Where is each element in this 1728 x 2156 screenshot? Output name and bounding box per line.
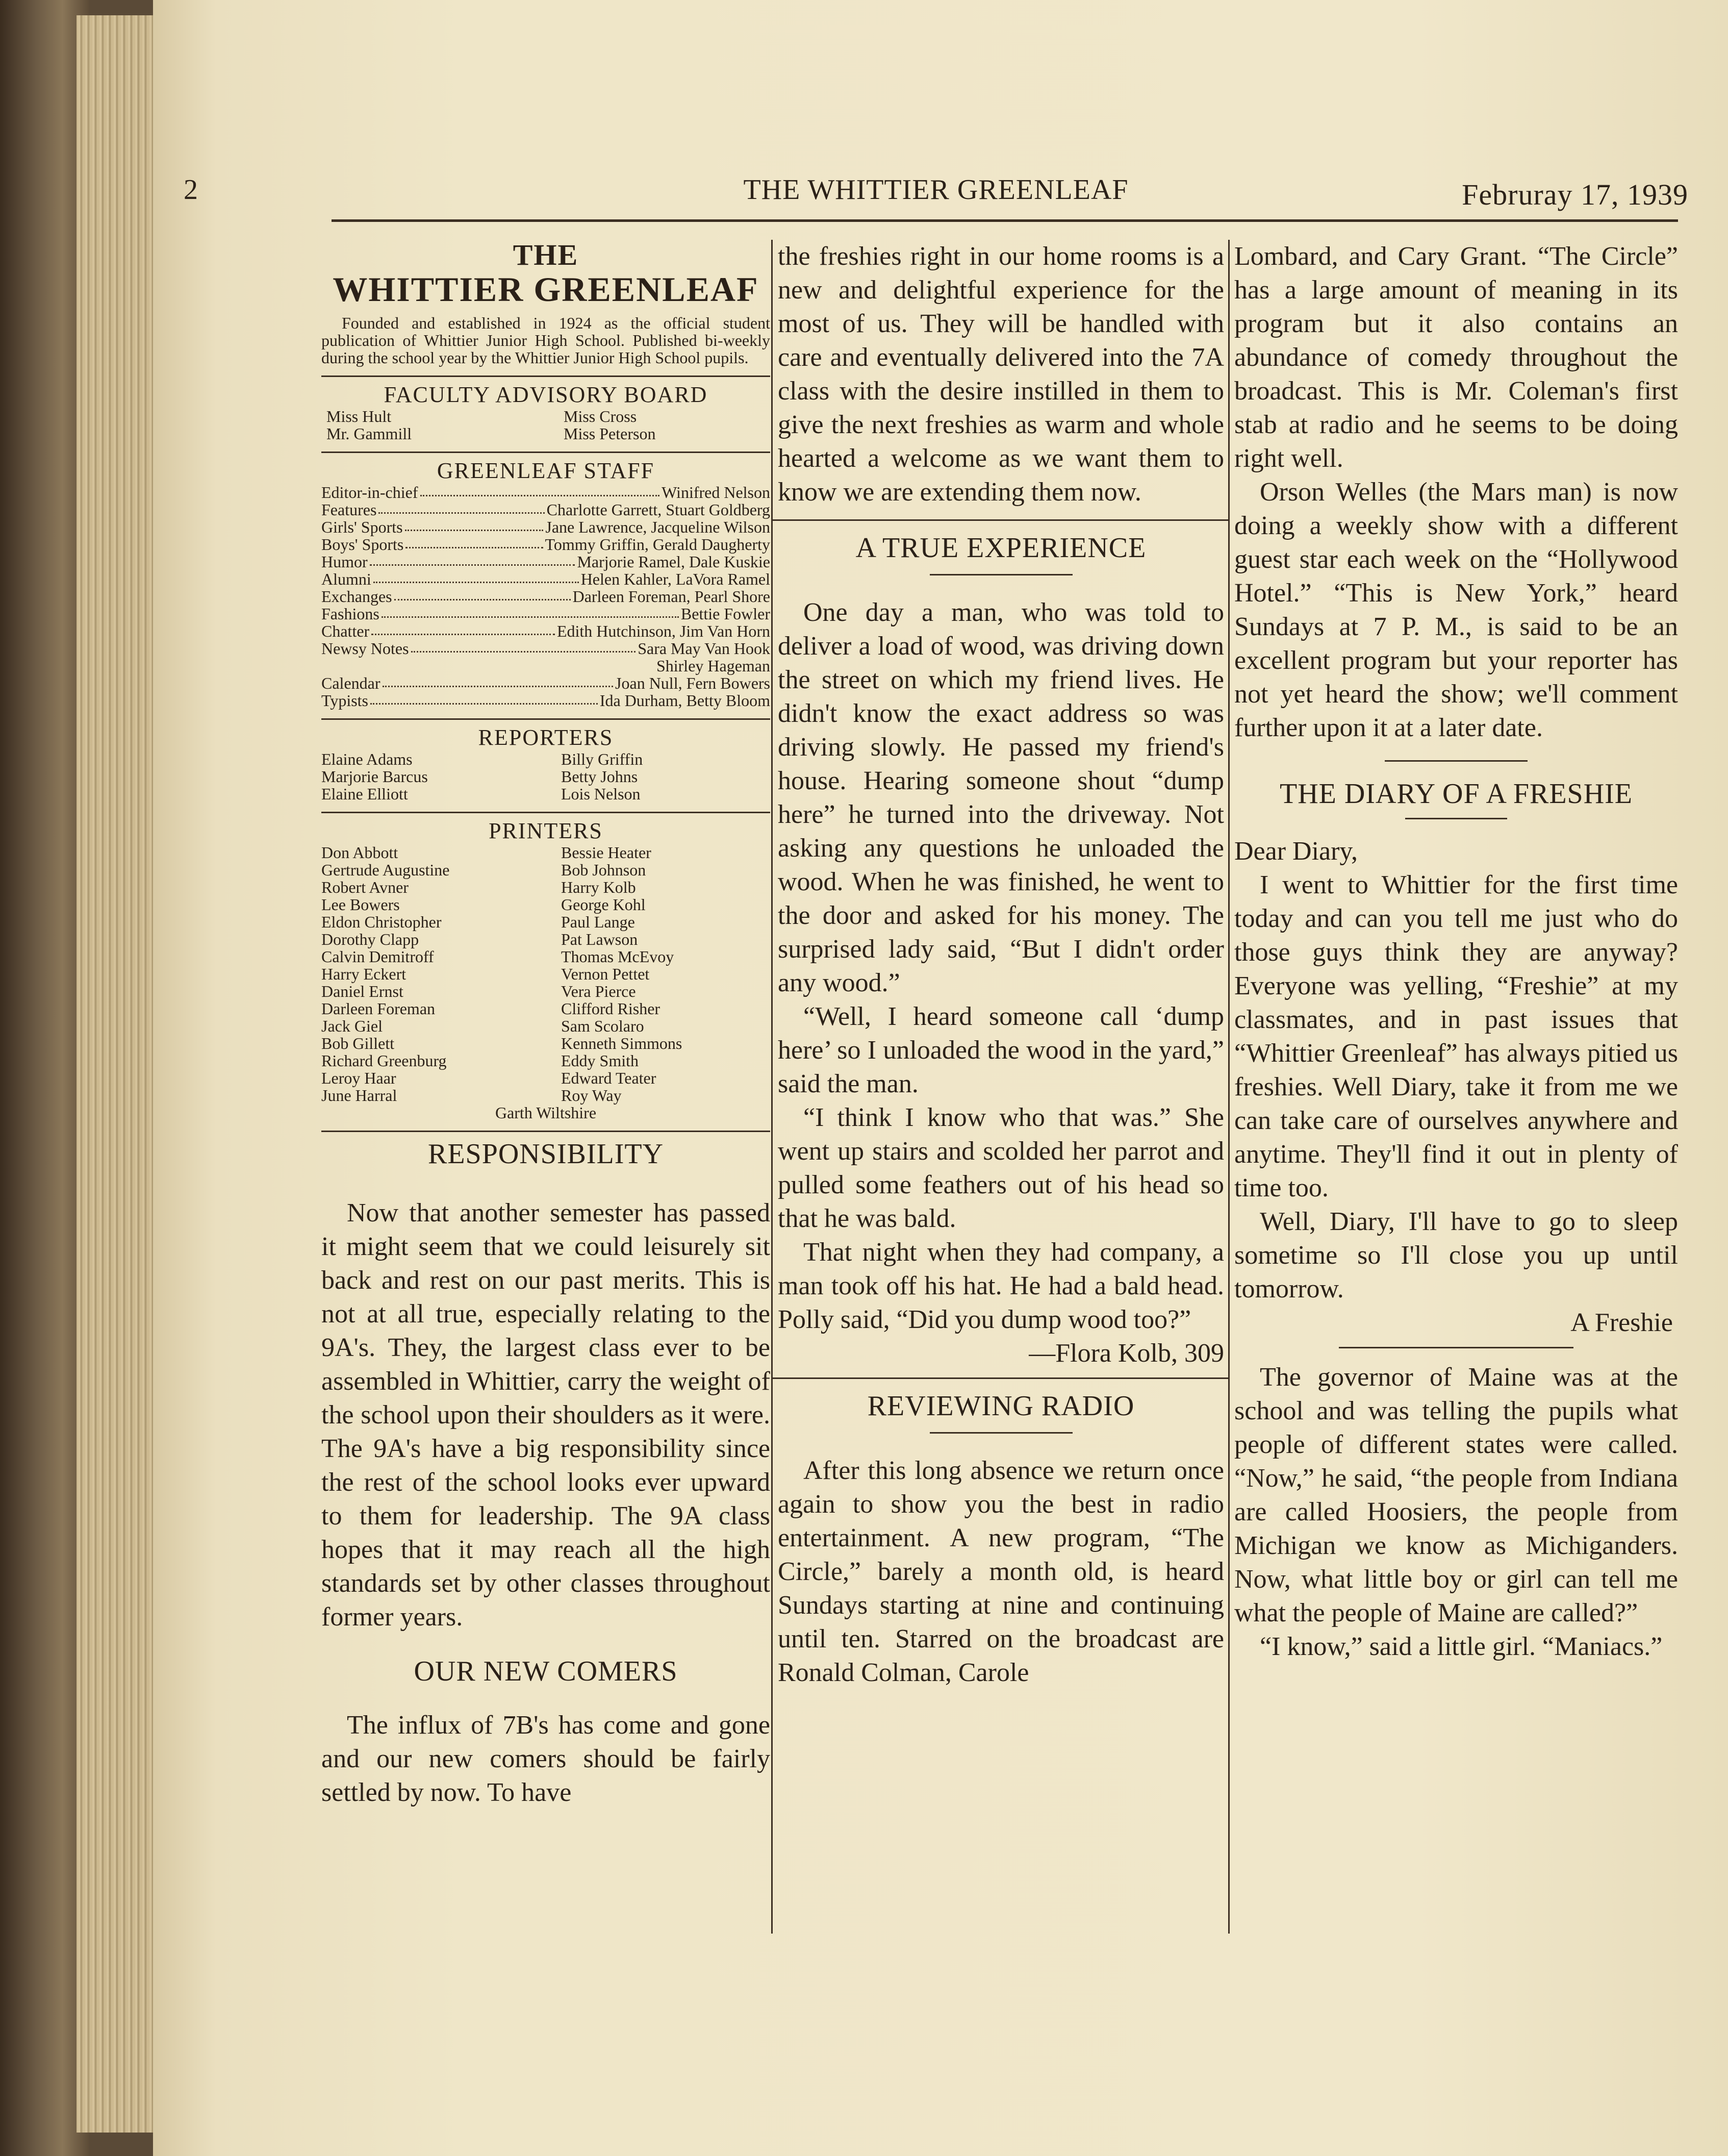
maine-p2: “I know,” said a little girl. “Maniacs.” <box>1260 1632 1663 1661</box>
printer-name: Darleen Foreman <box>321 999 436 1018</box>
printer-name: Richard Greenburg <box>321 1051 447 1070</box>
staff-row <box>321 605 770 622</box>
printer-name: Leroy Haar <box>321 1069 396 1087</box>
staff-role: Exchanges <box>321 587 392 606</box>
staff-names: Joan Null, Fern Bowers <box>615 674 770 692</box>
printer-name: Edward Teater <box>561 1069 656 1087</box>
staff-names: Charlotte Garrett, Stuart Goldberg <box>546 500 770 519</box>
reporters-list <box>321 750 770 803</box>
printers-right <box>551 844 770 1104</box>
printer-name: Robert Avner <box>321 878 409 896</box>
diary-p2: Well, Diary, I'll have to go to sleep sometime so I'll close you up until tomorrow. <box>1234 1207 1678 1303</box>
staff-role: Typists <box>321 691 368 710</box>
staff-names: Bettie Fowler <box>680 605 770 623</box>
divider <box>930 1432 1073 1434</box>
masthead-the: THE <box>513 238 579 271</box>
true-experience-headline: A TRUE EXPERIENCE <box>855 532 1147 564</box>
staff-row <box>321 674 770 692</box>
staff-row <box>321 640 770 657</box>
staff-heading: GREENLEAF STAFF <box>437 458 655 483</box>
maine-p1: The governor of Maine was at the school and was telling the pupils what people of different states were called. “Now,” he said, “the people from Indiana are called Hoosiers, the people from Michigan we know as Michiganders. Now, what little boy or girl can tell me what the people of Maine are called?” <box>1234 1363 1678 1627</box>
reporter-name: Elaine Elliott <box>321 785 408 803</box>
printer-name: Sam Scolaro <box>561 1017 644 1035</box>
printer-name: Dorothy Clapp <box>321 930 419 948</box>
founded-note: Founded and established in 1924 as the official student publication of Whittier Junior High School. Published bi-weekly during the school year by the Whittier Junior High School pupils. <box>321 314 770 367</box>
responsibility-headline: RESPONSIBILITY <box>427 1138 664 1170</box>
true-experience-p2: “Well, I heard someone call ‘dump here’ so I unloaded the wood in the yard,” said the man. <box>778 1002 1224 1098</box>
staff-role: Calendar <box>321 674 380 692</box>
divider <box>1385 760 1528 762</box>
printer-name: Bessie Heater <box>561 843 651 862</box>
divider <box>321 812 770 813</box>
radio-p1-part2: Lombard, and Cary Grant. “The Circle” has a large amount of meaning in its program but it also contains an abundance of comedy throughout the broadcast. This is Mr. Coleman's first stab at radio and he seems to be doing right well. <box>1234 242 1678 473</box>
true-experience-p1: One day a man, who was told to deliver a load of wood, was driving down the street on which my friend lives. He didn't know the exact address so was driving slowly. He passed my friend's house. Hearing someone shout “dump here” he turned into the driveway. Not asking any questions he unloaded the wood. When he was finished, he went to the door and asked for his money. The surprised lady said, “But I didn't order any wood.” <box>778 598 1224 997</box>
header-rule <box>332 219 1678 222</box>
diary-p1: I went to Whittier for the first time today and can you tell me just who do those guys think they are anyway? Everyone was yelling, “Freshie” at my classmates, and in past issues that “Whittier Greenleaf” has always pitied us freshies. Well Diary, take it from me we can take care of ourselves anywhere and anytime. They'll find it out in plenty of time too. <box>1234 870 1678 1202</box>
printer-name: Garth Wiltshire <box>495 1104 597 1122</box>
paper-name: THE WHITTIER GREENLEAF <box>743 174 1129 206</box>
staff-names: Jane Lawrence, Jacqueline Wilson <box>545 518 770 536</box>
printer-name: George Kohl <box>561 895 646 914</box>
faculty-list <box>321 408 770 442</box>
printer-name: Eldon Christopher <box>321 913 442 931</box>
faculty-heading: FACULTY ADVISORY BOARD <box>384 382 708 407</box>
masthead-title: WHITTIER GREENLEAF <box>333 270 759 309</box>
printers-heading: PRINTERS <box>489 818 603 843</box>
true-experience-p4: That night when they had company, a man took off his hat. He had a bald head. Polly said, “Did you dump wood too?” <box>778 1238 1224 1334</box>
staff-row <box>321 536 770 553</box>
radio-headline: REVIEWING RADIO <box>867 1390 1135 1422</box>
staff-role: Boys' Sports <box>321 535 404 554</box>
staff-row <box>321 484 770 501</box>
printer-name: Lee Bowers <box>321 895 400 914</box>
printer-name: Thomas McEvoy <box>561 947 674 966</box>
printer-name: Harry Eckert <box>321 965 406 983</box>
printer-name: Calvin Demitroff <box>321 947 434 966</box>
staff-names: Helen Kahler, LaVora Ramel <box>580 570 770 588</box>
diary-salutation: Dear Diary, <box>1234 837 1358 866</box>
faculty-member: Miss Hult <box>326 407 392 425</box>
staff-names: Edith Hutchinson, Jim Van Horn <box>556 622 770 640</box>
staff-role: Humor <box>321 553 368 571</box>
printer-name: Jack Giel <box>321 1017 383 1035</box>
reporter-name: Marjorie Barcus <box>321 767 428 786</box>
diary-signature: A Freshie <box>1570 1308 1673 1337</box>
staff-names: Tommy Griffin, Gerald Daugherty <box>545 535 770 554</box>
printer-name: June Harral <box>321 1086 397 1105</box>
printers-left <box>321 844 541 1104</box>
staff-names: Winifred Nelson <box>662 483 770 502</box>
printer-name: Daniel Ernst <box>321 982 403 1000</box>
reporter-name: Lois Nelson <box>561 785 641 803</box>
divider <box>321 1131 770 1132</box>
reporter-name: Elaine Adams <box>321 750 413 768</box>
staff-row <box>321 588 770 605</box>
staff-row <box>321 570 770 588</box>
staff-role: Alumni <box>321 570 371 588</box>
true-experience-byline: —Flora Kolb, 309 <box>1029 1339 1224 1368</box>
printer-name: Vera Pierce <box>561 982 636 1000</box>
divider <box>321 452 770 453</box>
true-experience-p3: “I think I know who that was.” She went up stairs and scolded her parrot and pulled some feathers out of his head so that he was bald. <box>778 1103 1224 1233</box>
staff-role: Girls' Sports <box>321 518 403 536</box>
printer-name: Clifford Risher <box>561 999 660 1018</box>
staff-role: Chatter <box>321 622 370 640</box>
printer-name: Eddy Smith <box>561 1051 639 1070</box>
printer-name: Don Abbott <box>321 843 398 862</box>
printer-name: Pat Lawson <box>561 930 638 948</box>
staff-role: Editor-in-chief <box>321 483 418 502</box>
divider <box>321 375 770 377</box>
column-3 <box>1234 240 1678 1664</box>
reporter-name: Betty Johns <box>561 767 638 786</box>
printer-name: Vernon Pettet <box>561 965 650 983</box>
staff-row <box>321 553 770 570</box>
book-binding <box>0 0 89 2156</box>
printers-list <box>321 844 770 1104</box>
radio-p1-part1: After this long absence we return once again to show you the best in radio entertainment. A new program, “The Circle,” barely a month old, is heard Sundays starting at nine and continuing until ten. Starred on the broadcast are Ronald Colman, Carole <box>778 1456 1224 1687</box>
printer-name: Gertrude Augustine <box>321 861 450 879</box>
faculty-member: Miss Peterson <box>564 424 656 443</box>
printer-name: Paul Lange <box>561 913 635 931</box>
reporter-name: Billy Griffin <box>561 750 643 768</box>
page-edges <box>77 15 163 2133</box>
staff-names: Marjorie Ramel, Dale Kuskie <box>577 553 770 571</box>
printer-name: Harry Kolb <box>561 878 636 896</box>
divider <box>1405 818 1507 819</box>
staff-row <box>321 518 770 536</box>
faculty-member: Miss Cross <box>564 407 637 425</box>
column-1 <box>321 240 770 1810</box>
staff-role: Newsy Notes <box>321 639 409 658</box>
staff-names: Ida Durham, Betty Bloom <box>599 691 770 710</box>
staff-names: Darleen Foreman, Pearl Shore <box>572 587 770 606</box>
newcomers-body-part2: the freshies right in our home rooms is a new and delightful experience for the most of us. They will be handled with care and eventually delivered into the 7A class with the desire instilled in them to give the next freshies as warm and whole hearted a welcome as we want them to know we are extending them now. <box>778 242 1224 507</box>
staff-list <box>321 484 770 709</box>
printer-name: Bob Gillett <box>321 1034 395 1052</box>
staff-row <box>321 501 770 518</box>
page-header <box>184 173 1688 219</box>
staff-names: Shirley Hageman <box>656 657 770 675</box>
divider <box>930 574 1073 575</box>
printer-name: Roy Way <box>561 1086 622 1105</box>
column-2 <box>778 240 1224 1690</box>
staff-names: Sara May Van Hook <box>638 639 770 658</box>
staff-role: Fashions <box>321 605 379 623</box>
divider <box>1339 1347 1573 1348</box>
responsibility-body: Now that another semester has passed it might seem that we could leisurely sit back and rest on our past merits. This is not at all true, especially relating to the 9A's. They, the largest class ever to be assembled in Whittier, carry the weight of the school upon their shoulders as it were. The 9A's have a big responsibility since the rest of the school looks ever upward to them for leadership. The 9A class hopes that it may reach all the high standards set by other classes throughout former years. <box>321 1198 770 1632</box>
column-divider <box>1228 240 1230 1934</box>
printer-name: Bob Johnson <box>561 861 646 879</box>
radio-p2: Orson Welles (the Mars man) is now doing a weekly show with a different guest star each week on the “Hollywood Hotel.” “This is New York,” heard Sundays at 7 P. M., is said to be an excellent program but your reporter has not yet heard the show; we'll comment further upon it at a later date. <box>1234 478 1678 742</box>
printer-name: Kenneth Simmons <box>561 1034 682 1052</box>
newcomers-headline: OUR NEW COMERS <box>414 1656 678 1687</box>
staff-row <box>321 692 770 709</box>
divider <box>321 718 770 720</box>
staff-row <box>321 622 770 640</box>
issue-date: Februray 17, 1939 <box>1462 178 1688 211</box>
diary-headline: THE DIARY OF A FRESHIE <box>1279 778 1633 810</box>
staff-role: Features <box>321 500 377 519</box>
reporters-heading: REPORTERS <box>478 725 614 750</box>
newcomers-body-part1: The influx of 7B's has come and gone and our new comers should be fairly settled by now. To have <box>321 1711 770 1807</box>
faculty-member: Mr. Gammill <box>326 424 412 443</box>
page-number: 2 <box>184 174 198 206</box>
column-divider <box>771 240 773 1934</box>
